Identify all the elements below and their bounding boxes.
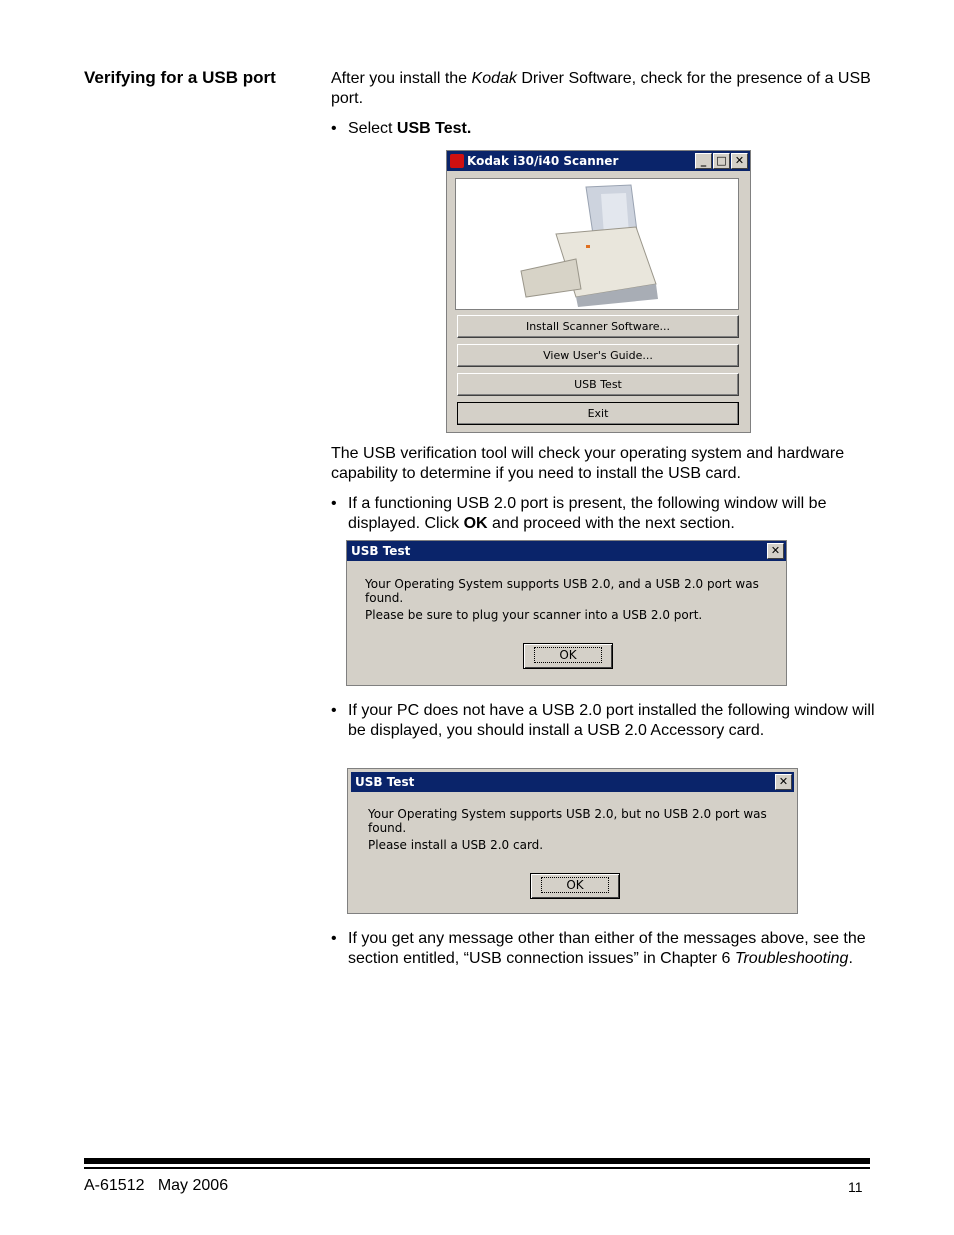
bullet-other-message: • If you get any message other than either of the messages above, see the section entitled, “USB connection issues” in Chapter 6 Troubleshooting. xyxy=(331,930,866,967)
dialog-title: USB Test xyxy=(355,775,415,789)
select-step: • Select USB Test. xyxy=(331,120,472,137)
maximize-icon[interactable]: □ xyxy=(713,153,730,169)
scanner-illustration xyxy=(456,179,738,309)
dialog-titlebar xyxy=(351,772,794,792)
usb-test-button[interactable]: USB Test xyxy=(457,373,739,396)
verification-paragraph: The USB verification tool will check your operating system and hardware capability to determine if you need to install the USB card. xyxy=(331,445,845,482)
scanner-window-titlebar xyxy=(447,151,750,171)
bullet-usb-missing: • If your PC does not have a USB 2.0 port installed the following window will be displayed, you should install a USB 2.0 Accessory card. xyxy=(331,702,875,739)
ok-button-label: OK xyxy=(541,877,608,893)
ok-button[interactable] xyxy=(530,873,620,899)
close-icon[interactable]: ✕ xyxy=(731,153,748,169)
bullet-usb-found-text: If a functioning USB 2.0 port is present, the following window will be displayed. Click xyxy=(348,495,827,532)
bullet-usb-found-text-end: and proceed with the next section. xyxy=(487,515,735,532)
select-step-text: Select xyxy=(348,120,397,137)
ok-button[interactable] xyxy=(523,643,613,669)
bullet-usb-found: • If a functioning USB 2.0 port is present, the following window will be displayed. Click OK and proceed with the next section. xyxy=(331,495,827,532)
select-step-bold: USB Test. xyxy=(396,120,472,137)
view-users-guide-button[interactable]: View User's Guide... xyxy=(457,344,739,367)
usb-test-dialog-found xyxy=(346,540,787,686)
intro-paragraph xyxy=(331,69,876,109)
footer-rule-thin xyxy=(84,1167,870,1169)
bullet-other-message-text: If you get any message other than either of the messages above, see the section entitled, “USB connection issues” in Chapter 6 xyxy=(348,930,866,967)
bullet-usb-missing-text: If your PC does not have a USB 2.0 port installed the following window will be displayed, you should install a USB 2.0 Accessory card. xyxy=(348,702,875,739)
ok-button-label: OK xyxy=(534,647,601,663)
dialog-titlebar xyxy=(347,541,786,561)
page-number: 11 xyxy=(848,1179,863,1195)
intro-text: After you install the xyxy=(331,70,472,87)
dialog-message-2: Please be sure to plug your scanner into a USB 2.0 port. xyxy=(365,608,703,622)
usb-test-dialog-missing xyxy=(347,768,798,914)
intro-italic: Kodak xyxy=(471,70,517,87)
dialog-message-1: Your Operating System supports USB 2.0, and a USB 2.0 port was found. xyxy=(365,577,759,605)
install-software-button[interactable]: Install Scanner Software... xyxy=(457,315,739,338)
close-icon[interactable]: ✕ xyxy=(775,774,792,790)
dialog-message-2: Please install a USB 2.0 card. xyxy=(368,838,544,852)
dialog-message-1: Your Operating System supports USB 2.0, but no USB 2.0 port was found. xyxy=(368,807,767,835)
dialog-title: USB Test xyxy=(351,544,411,558)
close-icon[interactable]: ✕ xyxy=(767,543,784,559)
bullet-usb-found-bold: OK xyxy=(463,515,488,532)
bullet-other-message-end: . xyxy=(848,950,853,967)
section-heading: Verifying for a USB port xyxy=(84,68,276,87)
minimize-icon[interactable]: _ xyxy=(695,153,712,169)
scanner-window xyxy=(446,150,751,433)
footer-doc-id: A-61512 May 2006 xyxy=(84,1177,229,1194)
intro-text-end: Driver Software, check for the presence of a USB port. xyxy=(331,70,871,107)
scanner-window-title: Kodak i30/i40 Scanner xyxy=(467,154,619,168)
bullet-other-message-italic: Troubleshooting xyxy=(734,950,849,967)
exit-button[interactable]: Exit xyxy=(457,402,739,425)
scanner-image xyxy=(455,178,739,310)
kodak-logo-icon xyxy=(450,154,464,168)
footer-rule-thick xyxy=(84,1158,870,1164)
